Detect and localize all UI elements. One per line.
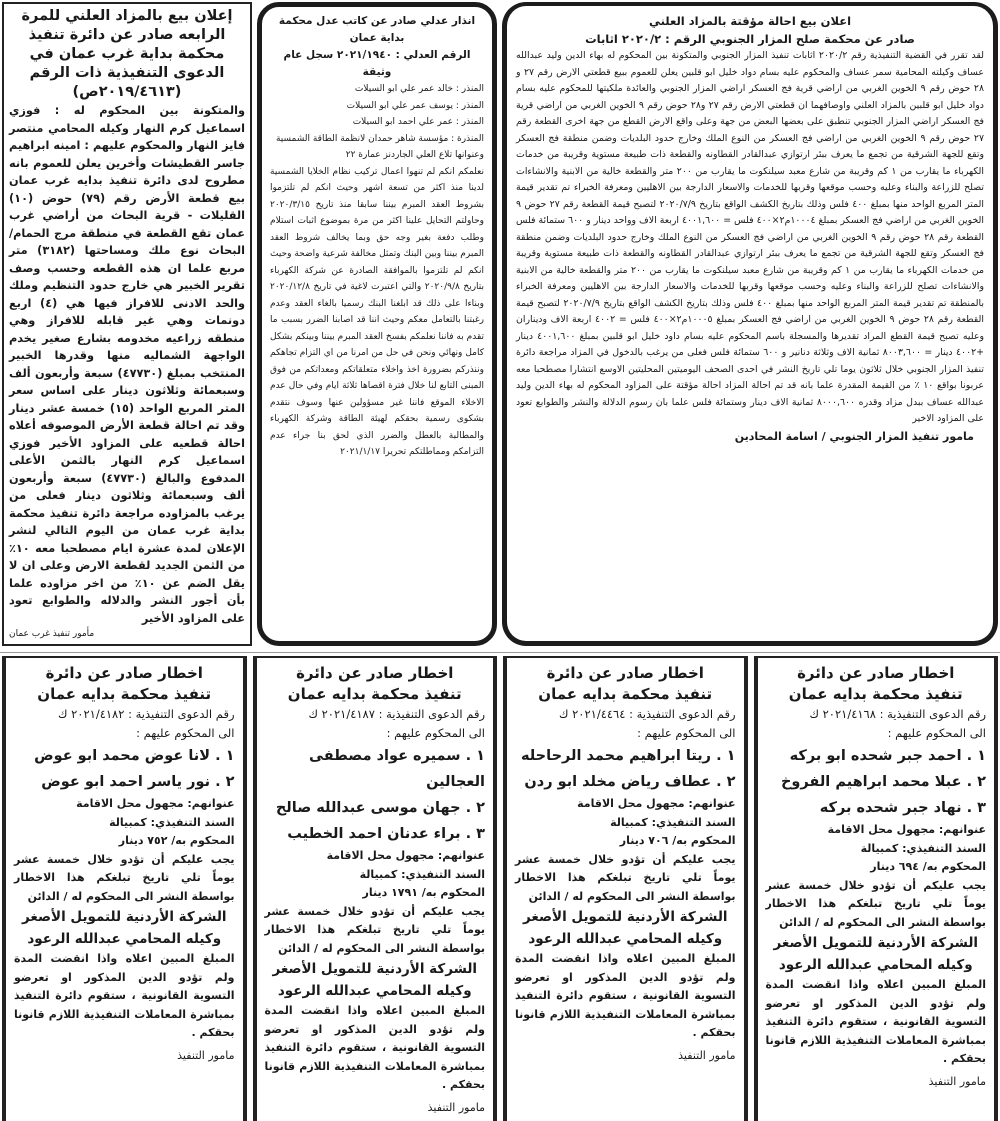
- notice-title: بداية عمان: [349, 32, 405, 44]
- notice-subtitle: تنفيذ محكمة بدايه عمان: [287, 685, 462, 703]
- defendant-name: ١ . لانا عوض محمد ابو عوض: [34, 748, 235, 764]
- addressee-label: الى المحكوم عليهم :: [887, 726, 986, 740]
- notice-signature: مامور التنفيذ: [427, 1100, 485, 1114]
- defendant-name: ٢ . جهان موسى عبدالله صالح: [275, 800, 485, 816]
- creditor-name: الشركة الأردنية للتمويل الأصغر: [272, 961, 478, 977]
- notice-body: لقد تقرر في القضية التنفيذية رقم ٢٠٢٠/٢ اثابات تنفيذ المزار الجنوبي والمتكونة بين المحكوم له بهاء الدين وليد عبدالله عساف وكيلته المحامية سمر عساف والمحكوم عليه بسام دواد خليل ابو قلبين يعلن للعموم ببيع قطعتي الارض رقم ٢٧ و ٢٨ حوض رقم ٩ الخوين الغربي من اراضي قرية فج العسكر اراضي المزار الجنوبي والعائدة ملكيتها للمحكوم عليه بسام دواد خليل ابو قلبين بالمزاد العلني واوصافهما ان قطعتي الارض رقم ٢٧ و٢٨ حوض رقم ٩ الخوين الغربي من اراضي قرية فج العسكر اراضي المزار الجنوبي تنطبق على بعضها البعض من جهة وعلى واقع الارض القطع من جهة اخرى القطعة رقم ٢٧ حوض رقم ٩ الخوين الغربي من اراضي فج العسكر من النوع الملك وخارج حدود البلديات وضمن منطقة فج العسكر وتقع للجهة الشرقية من تجمع ما يعرف ببئر ارتوازي عبدالقادر القطاونه والقطعة ذات طبيعة مستوية وقريبة من خدمات الكهرباء ما يقارب من ١ كم وقريبة من شارع معبد سيلنكوت ما يقارب من ٢٠٠ متر والقطعة خالية من الابنية والانشاءات تصلح للزراعة والبناء وعليه وحسب موقعها وقربها للخدمات والاسعار الدارجة بين الاهليين ومعرفة الخبراء تم تقدير قيمة المتر المربع الواحد منها بمبلغ ٤٠٠ فلس وذلك بتاريخ الكشف الواقع بتاريخ ٢٠٢٠/٧/٩ لتصبح قيمة القطعة رقم ٢٧ حوض ٩ الخوين الغربي من اراضي فج العسكر بمبلغ ١٠٠٠٤م٢×٤٠٠ فلس = ٤٠٠١,٦٠٠ اربعة الاف وواحد دينار و ٦٠٠ ستمائة فلس القطعة رقم ٢٨ حوض رقم ٩ الخوين الغربي من اراضي فج العسكر من النوع الملك وخارج حدود البلديات وضمن منطقة فج العسكر وتقع للجهة الشرقية من تجمع ما يعرف ببئر ارتوازي عبدالقادر القطاونه والقطعة ذات طبيعة مستوية وقريبة من خدمات الكهرباء ما يقارب من ١ كم وقريبة من شارع معبد سيلنكوت ما يقارب من ٢٠٠ متر والقطعة خالية من الابنية والانشاءات تصلح للزراعة والبناء وعليه وحسب موقعها وقربها للخدمات والاسعار الدارجة بين الاهليين ومعرفة الخبراء بالمنطقة تم تقدير قيمة المتر المربع الواحد منها بمبلغ ٤٠٠ فلس وذلك بتاريخ الكشف الواقع بتاريخ ٢٠٢٠/٧/٩ لتصبح قيمة القطعة رقم ٢٨ حوض ٩ الخوين الغربي من اراضي فج العسكر بمبلغ ١٠٠٠٥م٢×٤٠٠ فلس = ٤٠٠٢ اربعة الاف وديناران وعليه تصبح قيمة القطع المراد تقديرها والمسجلة باسم المحكوم عليه بسام داود خليل ابو قلبين بمبلغ ٤٠٠١,٦٠٠ دينار +٤٠٠٢ دينار = ٨٠٠٣,٦٠٠ ثمانية الاف وثلاثة دنانير و ٦٠٠ ستمائة فلس فعلى من يرغب بالدخول في المزاد مراجعة دائرة تنفيذ المزار الجنوبي خلال ثلاثون يوما تلي تاريخ النشر في احدى الصحف اليوميتين المحليتين الاوسع انتشارا مصطحبا معه عربونا بواقع ١٠ ٪ من القيمة المقدرة علما بانه قد تم احالة المزاد احالة مؤقتة على المزاود المحكوم له بهاء الدين وليد عبدالله عساف ببدل مزاد وقدره ٨٠٠٠,٦٠٠ ثمانية الاف دينار وستمائة فلس علما بان رسوم الدلالة والنشر والطوابع تعود على المزاود الاخير: [516, 50, 985, 424]
- creditor-name: الشركة الأردنية للتمويل الأصغر: [21, 909, 227, 925]
- demand-text: يجب عليكم أن تؤدو خلال خمسة عشر يوماً تلي تاريخ تبلغكم هذا الاخطار بواسطة النشر الى المحكوم له / الدائن: [264, 904, 485, 955]
- party-line: المنذر : خالد عمر علي ابو السيلات: [354, 84, 484, 94]
- notice-subtitle: تنفيذ محكمة بدايه عمان: [788, 685, 963, 703]
- address: عنوانهم: مجهول محل الاقامة: [76, 797, 235, 810]
- address: عنوانهم: مجهول محل الاقامة: [827, 823, 986, 836]
- party-line: المنذر : يوسف عمر علي ابو السيلات: [346, 100, 484, 111]
- notice-signature: مامور التنفيذ: [177, 1048, 235, 1062]
- notice-title: اخطار صادر عن دائرة: [296, 664, 454, 682]
- party-line: المنذرة : مؤسسة شاهر حمدان لانظمة الطاقة الشمسية: [275, 133, 484, 144]
- defendant-name: ٣ . نهاد جبر شحده بركه: [819, 800, 986, 816]
- defendant-name: ٣ . براء عدنان احمد الخطيب: [287, 826, 485, 842]
- notice-title: اخطار صادر عن دائرة: [797, 664, 955, 682]
- notice-title: إعلان بيع بالمزاد العلني للمرة الرابعه صادر عن دائرة تنفيذ محكمة بداية غرب عمان في الدعوى التنفيذية ذات الرقم (٢٠١٩/٤٦١٣ص): [21, 8, 233, 100]
- creditor-lawyer: وكيله المحامي عبدالله الرعود: [528, 931, 723, 947]
- amount: المحكوم به/ ٦٩٤ دينار: [870, 860, 986, 873]
- notice-signature: مامور التنفيذ: [928, 1074, 986, 1088]
- address: عنوانهم: مجهول محل الاقامة: [577, 797, 736, 810]
- defendant-name: ٢ . نور ياسر احمد ابو عوض: [41, 774, 235, 790]
- amount: المحكوم به/ ٧٥٢ دينار: [118, 834, 235, 847]
- case-number: رقم الدعوى التنفيذية : ٢٠٢١/٤١٨٢ ك: [57, 707, 235, 721]
- warning-text: المبلغ المبين اعلاه واذا انقضت المدة ولم تؤدو الدين المذكور او تعرضو التسوية القانونية ، ستقوم دائرة التنفيذ بمباشرة المعاملات التنفيذية اللازم قانونا بحقكم .: [14, 952, 235, 1039]
- notice-subtitle: تنفيذ محكمة بدايه عمان: [538, 685, 713, 703]
- warning-text: المبلغ المبين اعلاه واذا انقضت المدة ولم تؤدو الدين المذكور او تعرضو التسوية القانونية ، ستقوم دائرة التنفيذ بمباشرة المعاملات التنفيذية اللازم قانونا بحقكم .: [515, 952, 736, 1039]
- defendant-name: ٢ . عطاف رياض مخلد ابو ردن: [524, 774, 736, 790]
- party-line: المنذر : عمر علي احمد ابو السيلات: [352, 117, 484, 127]
- instrument: السند التنفيذي: كمبيالة: [109, 815, 235, 829]
- instrument: السند التنفيذي: كمبيالة: [860, 841, 986, 855]
- notice-subtitle: صادر عن محكمة صلح المزار الجنوبي الرقم : ٢٠٢٠/٢ اثابات: [585, 32, 915, 46]
- auction-notice-west-amman: [2, 2, 252, 646]
- notice-title: اخطار صادر عن دائرة: [45, 664, 203, 682]
- amount: المحكوم به/ ١٧٩١ دينار: [362, 886, 485, 899]
- creditor-lawyer: وكيله المحامي عبدالله الرعود: [277, 983, 472, 999]
- case-number: رقم الدعوى التنفيذية : ٢٠٢١/٤١٨٧ ك: [308, 707, 485, 721]
- bottom-notices: [0, 652, 1000, 1121]
- warning-text: المبلغ المبين اعلاه واذا انقضت المدة ولم تؤدو الدين المذكور او تعرضو التسوية القانونية ، ستقوم دائرة التنفيذ بمباشرة المعاملات التنفيذية اللازم قانونا بحقكم .: [765, 978, 986, 1065]
- addressee-label: الى المحكوم عليهم :: [386, 726, 485, 740]
- auction-notice-mazar: [502, 2, 998, 646]
- notice-signature: مامور التنفيذ: [678, 1048, 736, 1062]
- execution-notice: [2, 656, 247, 1121]
- notice-title: انذار عدلي صادر عن كاتب عدل محكمة: [278, 15, 476, 27]
- notice-body: والمتكونة بين المحكوم له : فوزي اسماعيل كرم النهار وكيله المحامي منتصر فايز النهار والمحكوم عليهم : امينه ابراهيم جاسر القطيشات وأخرين يعلن للعموم بانه مطروح لدى دائرة تنفيذ بدايه غرب عمان بيع قطعة الأرض رقم (٧٩) حوض (١٠) القليلات - قرية البحاث من أراضي غرب عمان تقع القطعة في منطقة مرج الحمام/ البحاث نوع ملك ومساحتها (٣١٨٢) متر مربع علما ان هذه القطعه وحسب وصف تقرير الخبير هي خارج حدود التنظيم وملك والحد الادنى للافراز فيها هي (٤) اربع دونمات وهي غير قابله للافراز وهي منطقه زراعيه مخدومه بشارع صغير يخدم الواجهة الشماليه منها وقدرها الخبير المنتخب بمبلغ (٤٧٧٣٠) سبعة وأربعون ألف وسبعمائة وثلاثون دينار على اساس سعر المتر المربع الواحد (١٥) خمسة عشر دينار وقد تم احالة قطعة الأرض الموصوفه أعلاه احالة قطعيه على المزاود الأخير فوزي اسماعيل كرم النهار بالثمن الأعلى المدفوع والبالغ (٤٧٧٣٠) سبعة وأربعون ألف وسبعمائة وثلاثون دينار فعلى من يرغب بالمزاوده مراجعة دائرة تنفيذ محكمة بداية غرب عمان من اليوم التالي لنشر الإعلان لمدة عشرة ايام مصطحبا معه ١٠٪ من الثمن الجديد لقطعة الارض وعلى ان لا يقل الضم عن ١٠٪ من اخر مزاوده علما بأن أجور النشر والدلاله والطوابع تعود على المزاود الأخير: [9, 104, 246, 625]
- creditor-name: الشركة الأردنية للتمويل الأصغر: [522, 909, 728, 925]
- case-number: رقم الدعوى التنفيذية : ٢٠٢١/٤١٦٨ ك: [809, 707, 986, 721]
- notice-reference: الرقم العدلي : ٢٠٢١/١٩٤٠ سجل عام وثيقة: [283, 49, 471, 78]
- demand-text: يجب عليكم أن تؤدو خلال خمسة عشر يوماً تلي تاريخ تبلغكم هذا الاخطار بواسطة النشر الى المحكوم له / الدائن: [765, 878, 986, 929]
- legal-warning-notice: [257, 2, 497, 646]
- creditor-lawyer: وكيله المحامي عبدالله الرعود: [27, 931, 222, 947]
- notice-subtitle: تنفيذ محكمة بدايه عمان: [37, 685, 212, 703]
- execution-notice: [253, 656, 498, 1121]
- notice-signature: مامور تنفيذ المزار الجنوبي / اسامة المحادين: [734, 429, 974, 443]
- case-number: رقم الدعوى التنفيذية : ٢٠٢١/٤٤٦٤ ك: [558, 707, 736, 721]
- notice-signature: مأمور تنفيذ غرب عمان: [9, 629, 95, 639]
- instrument: السند التنفيذي: كمبيالة: [359, 867, 485, 881]
- party-line: وعنوانها تلاع العلي الجاردنز عمارة ٢٢: [345, 150, 484, 160]
- demand-text: يجب عليكم أن تؤدو خلال خمسة عشر يوماً تلي تاريخ تبلغكم هذا الاخطار بواسطة النشر الى المحكوم له / الدائن: [14, 852, 235, 903]
- amount: المحكوم به/ ٧٠٦ دينار: [619, 834, 736, 847]
- execution-notice: [754, 656, 999, 1121]
- address: عنوانهم: مجهول محل الاقامة: [326, 849, 485, 862]
- creditor-name: الشركة الأردنية للتمويل الأصغر: [773, 935, 979, 951]
- defendant-name: ١ . احمد جبر شحده ابو بركه: [789, 748, 986, 764]
- creditor-lawyer: وكيله المحامي عبدالله الرعود: [778, 957, 973, 973]
- defendant-name: ٢ . عبلا محمد ابراهيم الفروخ: [780, 774, 986, 790]
- warning-text: المبلغ المبين اعلاه واذا انقضت المدة ولم تؤدو الدين المذكور او تعرضو التسوية القانونية ، ستقوم دائرة التنفيذ بمباشرة المعاملات التنفيذية اللازم قانونا بحقكم .: [264, 1004, 485, 1091]
- notice-title: اخطار صادر عن دائرة: [546, 664, 704, 682]
- demand-text: يجب عليكم أن تؤدو خلال خمسة عشر يوماً تلي تاريخ تبلغكم هذا الاخطار بواسطة النشر الى المحكوم له / الدائن: [515, 852, 736, 903]
- defendant-name: ١ . سميره عواد مصطفى العجالين: [309, 748, 485, 790]
- notice-body: نعلمكم انكم لم تنهوا اعمال تركيب نظام الخلايا الشمسية لدينا منذ اكثر من تسعة اشهر وحيث انكم لم تلتزموا بشروط العقد المبرم بيننا سابقا منذ تاريخ ٢٠٢٠/٣/١٥ وحاولتم التحايل علينا اكثر من مرة بموضوع اثبات استلام وطلب دفعة بغير وجه حق وبما يخالف شروط العقد المبرم بيننا وبين البنك وتمثل مخالفة شرعية واضحة وحيث انكم لم تلتزموا بالموافقة الصادرة عن شركة الكهرباء بتاريخ ٢٠٢٠/٩/٨ والتي اعتبرت لاغية في تاريخ ٢٠٢٠/١٢/٨ وبناءا على ذلك قد ابلغنا البنك رسميا بالغاء العقد وعدم رغبتنا بالتعامل معكم وحيث اننا قد اصابنا الضرر بسبب ما تقدم به فاننا نعلمكم بفسخ العقد المبرم بيننا وبينكم بشكل كامل ونهائي ونحن في حل من امرنا من اي التزام تجاهكم وننذركم بضرورة اخذ واخلاء متعلقاتكم ومعداتكم من فوق المبنى التابع لنا خلال فترة اقصاها ثلاثة ايام وفي حال عدم الاخلاء الموقع فاننا غير مسؤولين عنها وسوف نتقدم بشكوى رسمية بحقكم لهيئة الطاقة وشركة الكهرباء والمطالبة بالعطل والضرر الذي لحق بنا جراء عدم التزامكم ومماطلتكم تحريرا ٢٠٢١/١/١٧: [270, 166, 485, 457]
- instrument: السند التنفيذي: كمبيالة: [610, 815, 736, 829]
- addressee-label: الى المحكوم عليهم :: [136, 726, 235, 740]
- execution-notice: [503, 656, 748, 1121]
- addressee-label: الى المحكوم عليهم :: [637, 726, 736, 740]
- notice-title: اعلان بيع احالة مؤقتة بالمزاد العلني: [648, 14, 852, 28]
- defendant-name: ١ . ريتا ابراهيم محمد الرحاحله: [520, 748, 736, 764]
